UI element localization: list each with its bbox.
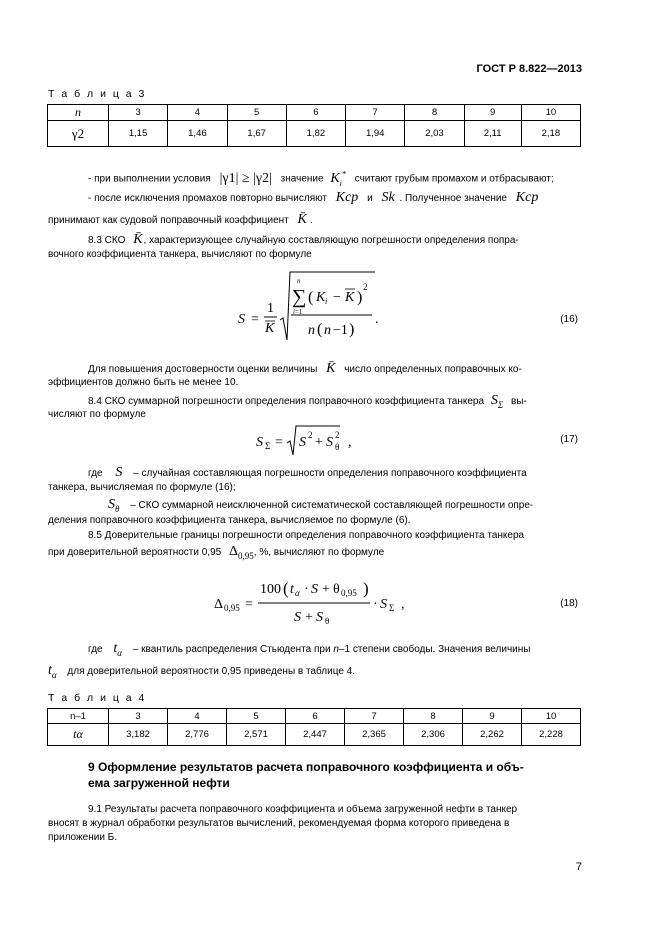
svg-text:t: t	[290, 582, 294, 597]
svg-text:Σ: Σ	[389, 603, 395, 613]
svg-text:+: +	[322, 582, 330, 597]
svg-text:S: S	[311, 582, 318, 597]
accept-line	[48, 213, 313, 228]
para-8-4-cont: числяют по формуле	[48, 409, 146, 420]
table-4-col: 6	[286, 709, 345, 724]
table-3-row2-label: γ2	[48, 121, 109, 147]
svg-text:Σ: Σ	[265, 441, 271, 451]
reliability-note	[88, 362, 522, 377]
where-text: –1 степени свободы. Значения величины	[338, 644, 531, 655]
k-avg-symbol: Kср	[335, 190, 359, 205]
table-4-col: 10	[522, 709, 581, 724]
svg-text:−1: −1	[333, 323, 348, 338]
s-symbol: S	[115, 465, 123, 480]
n-symbol: n	[333, 644, 339, 655]
para-8-3-cont: вочного коэффициента танкера, вычисляют по формуле	[48, 249, 312, 260]
svg-text:2: 2	[308, 430, 313, 440]
table-4-col: 3	[109, 709, 168, 724]
para-8-4	[88, 394, 527, 412]
svg-text:,: ,	[401, 597, 405, 612]
table-3-cell: 2,03	[405, 121, 464, 147]
svg-text:Δ: Δ	[214, 597, 224, 612]
k-bar-symbol: K̄	[297, 212, 307, 227]
svg-text:∑: ∑	[292, 286, 307, 308]
svg-text:α: α	[295, 588, 300, 598]
bullet-condition-text: считают грубым промахом и отбрасывают;	[354, 173, 554, 185]
page-number: 7	[575, 861, 582, 873]
para-9-1-cont: вносят в журнал обработки результатов вычислений, рекомендуемая форма которого приведена в	[48, 818, 510, 829]
table-4-cell: 2,228	[522, 724, 581, 746]
svg-text:): )	[349, 321, 355, 338]
table-3-cell: 1,15	[109, 121, 168, 147]
svg-text:S: S	[316, 610, 323, 625]
table-4-cell: 2,365	[345, 724, 404, 746]
svg-text:(: (	[317, 321, 323, 338]
svg-text:n: n	[297, 277, 301, 285]
where-text: где	[88, 644, 103, 655]
where-s-cont: танкера, вычисляемая по формуле (16);	[48, 482, 236, 493]
svg-text:S: S	[238, 312, 245, 327]
t-alpha-symbol: $t_\alpha$	[113, 641, 123, 658]
formula-16	[230, 270, 390, 344]
s-theta-symbol: $S_\theta$	[108, 497, 120, 514]
svg-text:=: =	[251, 312, 259, 327]
table-4-cell: 2,306	[404, 724, 463, 746]
bullet-recalc-text: - после исключения промахов повторно вычисляют	[88, 193, 327, 204]
table-4-caption: Т а б л и ц а 4	[48, 692, 147, 704]
svg-text:n: n	[324, 323, 331, 338]
table-4-col: 5	[227, 709, 286, 724]
table-3-col: 6	[286, 105, 345, 121]
para-8-5-text: , %, вычисляют по формуле	[253, 547, 385, 558]
equation-number-18: (18)	[560, 598, 578, 609]
where-text: для доверительной вероятности 0,95 приведены в таблице 4.	[67, 666, 356, 677]
svg-text:1: 1	[267, 301, 274, 316]
table-4-value-row	[48, 724, 581, 746]
svg-text:i=1: i=1	[293, 308, 303, 316]
svg-text:S: S	[256, 435, 263, 450]
svg-text:(: (	[308, 289, 314, 306]
sk-symbol: Sk	[381, 190, 395, 205]
s-sigma-symbol: $S_\Sigma$	[490, 393, 504, 410]
bullet-recalc	[88, 191, 538, 206]
table-3-col: 7	[346, 105, 405, 121]
para-8-5: 8.5 Доверительные границы погрешности определения поправочного коэффициента танкера	[88, 530, 525, 541]
svg-text:S: S	[380, 597, 387, 612]
equation-number-16: (16)	[560, 314, 578, 325]
para-8-4-text: 8.4 СКО суммарной погрешности определения поправочного коэффициента танкера	[88, 396, 485, 407]
table-4-col: 9	[463, 709, 522, 724]
section-9-title	[88, 759, 588, 791]
delta-symbol: $\Delta_{0,95}$	[229, 544, 254, 561]
where-text: где	[88, 468, 103, 479]
svg-text:): )	[357, 289, 363, 306]
table-3-col: 10	[521, 105, 580, 121]
table-4-cell: 2,262	[463, 724, 522, 746]
svg-text:): )	[363, 579, 369, 598]
svg-text:·: ·	[373, 597, 378, 612]
accept-dot: .	[309, 215, 313, 226]
table-3-col: 9	[464, 105, 521, 121]
svg-text:,: ,	[348, 435, 352, 450]
svg-text:2: 2	[335, 430, 340, 440]
table-4	[47, 708, 581, 746]
table-4-cell: 3,182	[109, 724, 168, 746]
table-3-row1-label: n	[48, 105, 109, 121]
svg-text:K: K	[345, 290, 355, 305]
table-3-cell: 1,67	[227, 121, 286, 147]
where-t-alpha	[88, 642, 530, 660]
svg-text:S: S	[326, 435, 333, 450]
para-8-4-text: вы-	[510, 396, 527, 407]
para-8-3-text: , характеризующее случайную составляющую погрешности определения попра-	[143, 235, 519, 246]
svg-text:=: =	[275, 435, 283, 450]
svg-text:θ: θ	[325, 616, 330, 626]
table-4-row1-label: n–1	[48, 709, 109, 724]
table-4-col: 8	[404, 709, 463, 724]
svg-text:θ: θ	[333, 582, 340, 597]
where-text: – случайная составляющая погрешности определения поправочного коэффициента	[133, 468, 527, 479]
section-9-title-line: 9 Оформление результатов расчета поправочного коэффициента и объ-	[88, 760, 524, 774]
table-3-cell: 1,46	[168, 121, 227, 147]
k-bar-symbol: K̄	[133, 232, 143, 247]
k-bar-symbol: K̄	[326, 361, 336, 376]
ki-symbol-letter: K	[330, 170, 340, 186]
formula-18	[208, 573, 408, 629]
bullet-condition	[88, 167, 554, 190]
table-4-col: 7	[345, 709, 404, 724]
svg-text:0,95: 0,95	[224, 603, 240, 613]
table-4-header-row	[48, 709, 581, 724]
para-8-5-cont	[48, 545, 384, 563]
svg-text:S: S	[299, 435, 306, 450]
svg-text:(: (	[283, 579, 289, 598]
formula-17	[252, 424, 362, 458]
para-8-5-text: при доверительной вероятности 0,95	[48, 547, 222, 558]
bullet-condition-text: - при выполнении условия	[88, 173, 211, 185]
table-3-caption: Т а б л и ц а 3	[48, 88, 147, 100]
table-3-cell: 2,11	[464, 121, 521, 147]
svg-text:0,95: 0,95	[341, 588, 357, 598]
table-3-col: 8	[405, 105, 464, 121]
svg-text:−: −	[333, 290, 341, 305]
where-text: – квантиль распределения Стьюдента при	[132, 644, 331, 655]
reliability-text: число определенных поправочных ко-	[344, 364, 522, 375]
where-s-theta-cont: деления поправочного коэффициента танкера, вычисляемое по формуле (6).	[48, 515, 411, 526]
svg-text:i: i	[325, 297, 328, 306]
para-8-3-text: 8.3 СКО	[88, 235, 126, 246]
svg-text:K: K	[316, 290, 326, 305]
svg-text:S: S	[294, 610, 301, 625]
where-t-alpha-cont	[48, 664, 355, 682]
table-4-col: 4	[168, 709, 227, 724]
reliability-text: Для повышения достоверности оценки величины	[88, 364, 318, 375]
table-4-row2-label: tα	[48, 724, 109, 746]
bullet-recalc-text: и	[367, 193, 373, 204]
where-text: – СКО суммарной неисключенной систематической составляющей погрешности опре-	[130, 500, 534, 511]
t-alpha-symbol: $t_\alpha$	[48, 663, 57, 680]
bullet-condition-text: значение	[280, 173, 324, 185]
svg-text:n: n	[308, 323, 315, 338]
table-3-cell: 1,94	[346, 121, 405, 147]
equation-number-17: (17)	[560, 434, 578, 445]
svg-text:θ: θ	[335, 442, 340, 452]
table-3-cell: 1,82	[286, 121, 345, 147]
accept-text: принимают как судовой поправочный коэффициент	[48, 215, 289, 226]
svg-text:2: 2	[363, 282, 368, 292]
para-9-1: 9.1 Результаты расчета поправочного коэффициента и объема загруженной нефти в танкер	[88, 804, 518, 815]
ki-symbol: $K_i^*$	[330, 169, 346, 188]
svg-text:K: K	[265, 321, 275, 336]
table-4-cell: 2,447	[286, 724, 345, 746]
svg-text:100: 100	[260, 582, 281, 597]
svg-text:=: =	[245, 597, 253, 612]
svg-text:.: .	[375, 312, 379, 327]
condition-formula: |γ1| ≥ |γ2|	[219, 170, 272, 186]
table-3-col: 4	[168, 105, 227, 121]
reliability-note-cont: эффициентов должно быть не менее 10.	[48, 377, 239, 388]
document-standard-header: ГОСТ Р 8.822—2013	[476, 63, 582, 75]
table-3-cell: 2,18	[521, 121, 580, 147]
svg-text:+: +	[305, 610, 313, 625]
table-3-value-row	[48, 121, 581, 147]
table-4-cell: 2,776	[168, 724, 227, 746]
svg-text:·: ·	[304, 582, 309, 597]
bullet-recalc-text: . Полученное значение	[399, 193, 507, 204]
k-avg-symbol: Kср	[515, 190, 539, 205]
table-3	[47, 104, 581, 147]
table-3-header-row	[48, 105, 581, 121]
table-3-col: 3	[109, 105, 168, 121]
para-9-1-cont: приложении Б.	[48, 832, 118, 843]
table-4-cell: 2,571	[227, 724, 286, 746]
para-8-3	[88, 233, 519, 248]
table-3-col: 5	[227, 105, 286, 121]
svg-text:+: +	[315, 435, 323, 450]
section-9-title-line: ема загруженной нефти	[88, 776, 230, 790]
where-s	[88, 466, 527, 481]
